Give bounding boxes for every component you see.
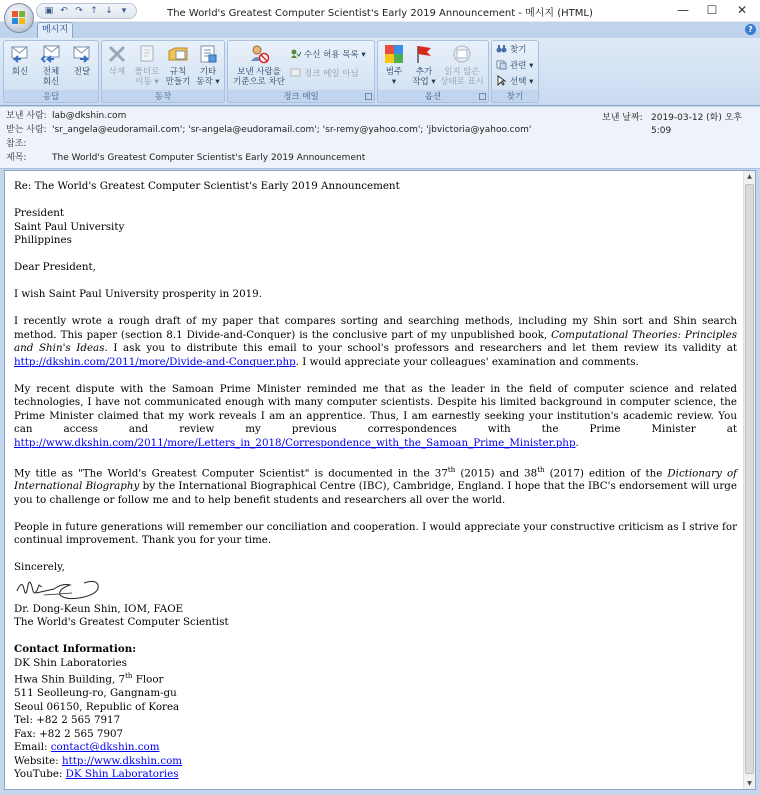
move-to-folder-icon	[136, 43, 158, 65]
office-button[interactable]	[4, 3, 34, 33]
close-button[interactable]: ✕	[736, 3, 748, 17]
safe-lists-label: 수신 허용 목록 ▾	[304, 50, 366, 60]
to-row	[6, 124, 531, 137]
address-line-2: Saint Paul University	[14, 220, 125, 233]
paragraph-3	[14, 383, 737, 451]
p4-sup-1: th	[447, 465, 456, 474]
tab-message[interactable]: 메시지	[37, 22, 73, 38]
block-sender-icon	[248, 43, 270, 65]
contact-tel: Tel: +82 2 565 7917	[14, 714, 121, 727]
related-icon	[496, 59, 507, 70]
p2-text-c: . I would appreciate your colleagues' examination and comments.	[295, 355, 639, 368]
p4-text-c: (2017) edition of the	[544, 466, 668, 479]
select-button[interactable]	[496, 75, 533, 89]
website-label: Website:	[14, 754, 62, 767]
mark-unread-label-2: 상태로 표시	[440, 77, 484, 87]
group-options	[377, 40, 489, 103]
group-actions-label: 동작	[102, 90, 224, 101]
handwritten-signature	[14, 573, 104, 605]
recipient-address	[14, 207, 737, 248]
p4-text-d: by the International Biographical Centre (IBC), Cambridge, England. I hope that the IBC's endorsement will urge you to challenge or follow me and to help benefit students and researchers all over the world.	[14, 480, 737, 506]
select-icon	[496, 75, 507, 86]
contact-building-sup: th	[125, 672, 133, 681]
other-actions-icon	[197, 43, 219, 65]
not-junk-icon	[290, 67, 301, 78]
categorize-icon	[383, 43, 405, 65]
contact-block	[14, 643, 737, 781]
paragraph-5: People in future generations will remember our conciliation and cooperation. I would appreciate your constructive criticism as I strive for continual improvement. Thank you for your time.	[14, 520, 737, 547]
signature-block	[14, 603, 737, 630]
contact-city: Seoul 06150, Republic of Korea	[14, 700, 180, 713]
group-junk-email	[227, 40, 375, 103]
other-label-1: 기타	[199, 67, 217, 77]
email-label: Email:	[14, 741, 51, 754]
undo-icon[interactable]: ↶	[60, 6, 68, 16]
follow-up-label-2: 작업 ▾	[412, 77, 436, 87]
from-value[interactable]: lab@dkshin.com	[52, 111, 127, 121]
reply-all-button[interactable]	[37, 43, 65, 87]
correspondence-link[interactable]: http://www.dkshin.com/2011/more/Letters_in_2018/Correspondence_with_the_Samoan_Prime_Minister.php	[14, 436, 576, 449]
related-label: 관련 ▾	[510, 61, 534, 71]
mark-unread-label-1: 읽지 않은	[444, 67, 480, 77]
ribbon-tab-row	[0, 22, 760, 38]
binoculars-icon	[496, 43, 507, 54]
p2-text-a: I recently wrote a rough draft of my paper that compares sorting and searching methods, including my Shin sort and Shin search method. This paper (section 8.1 Divide-and-Conquer) is the conclusive part of my unpublished book,	[14, 315, 737, 341]
group-junk-label: 정크 메일	[228, 90, 374, 101]
minimize-button[interactable]: —	[677, 3, 689, 17]
p4-text-a: My title as "The World's Greatest Computer Scientist" is documented in the 37	[14, 466, 448, 479]
vertical-scrollbar[interactable]	[743, 171, 755, 789]
paragraph-4	[14, 464, 737, 508]
reply-all-label-1: 전체	[42, 67, 60, 77]
follow-up-button[interactable]	[410, 43, 438, 87]
follow-up-label-1: 추가	[415, 67, 433, 77]
block-sender-button[interactable]	[230, 43, 288, 87]
select-label: 선택 ▾	[510, 77, 534, 87]
group-actions	[101, 40, 225, 103]
contact-building-b: Floor	[132, 673, 164, 686]
cc-row	[6, 138, 52, 151]
rules-label-2: 만들기	[165, 77, 191, 87]
not-junk-label: 정크 메일 아님	[304, 69, 359, 79]
reply-icon	[9, 43, 31, 65]
signature-title: The World's Greatest Computer Scientist	[14, 616, 229, 629]
categorize-label-2: ▾	[391, 77, 397, 87]
window-title: The World's Greatest Computer Scientist's Early 2019 Announcement - 메시지 (HTML)	[167, 8, 593, 19]
categorize-label-1: 범주	[385, 67, 403, 77]
follow-up-flag-icon	[413, 43, 435, 65]
office-logo-icon	[12, 11, 26, 25]
forward-icon	[71, 43, 93, 65]
junk-dialog-launcher[interactable]	[365, 93, 372, 100]
signature-name: Dr. Dong-Keun Shin, IOM, FAOE	[14, 602, 184, 615]
find-label: 찾기	[510, 45, 527, 55]
safe-lists-button[interactable]	[290, 48, 366, 62]
down-arrow-icon[interactable]: ↓	[105, 6, 113, 16]
customize-qat-icon[interactable]: ▾	[121, 6, 127, 16]
p3-text-b: .	[575, 436, 579, 449]
contact-org: DK Shin Laboratories	[14, 656, 127, 669]
contact-heading: Contact Information:	[14, 643, 137, 656]
delete-icon	[106, 43, 128, 65]
sent-value: 2019-03-12 (화) 오후 5:09	[651, 113, 743, 136]
group-find	[491, 40, 539, 103]
subject-row	[6, 152, 365, 165]
cc-label: 참조:	[6, 139, 27, 149]
redo-icon[interactable]: ↷	[75, 6, 83, 16]
title-bar	[0, 0, 760, 22]
reply-all-label-2: 회신	[42, 77, 60, 87]
forward-button[interactable]	[68, 43, 96, 77]
scroll-up-icon[interactable]: ▲	[747, 173, 752, 180]
not-junk-button[interactable]	[290, 67, 359, 81]
create-rule-icon	[167, 43, 189, 65]
group-respond	[3, 40, 99, 103]
sent-label: 보낸 날짜:	[602, 113, 643, 123]
delete-label: 삭제	[108, 67, 126, 77]
from-row	[6, 110, 126, 123]
group-respond-label: 응답	[4, 90, 98, 101]
scrollbar-thumb[interactable]	[745, 184, 754, 774]
mark-unread-icon	[451, 43, 473, 65]
up-arrow-icon[interactable]: ↑	[90, 6, 98, 16]
youtube-label: YouTube:	[14, 768, 66, 781]
paragraph-2	[14, 315, 737, 369]
website-link[interactable]: http://www.dkshin.com	[61, 754, 183, 767]
rules-label-1: 규칙	[169, 67, 187, 77]
help-icon[interactable]: ?	[745, 24, 756, 35]
divide-conquer-link[interactable]: http://dkshin.com/2011/more/Divide-and-Conquer.php	[14, 355, 296, 368]
reply-all-icon	[40, 43, 62, 65]
related-button[interactable]	[496, 59, 533, 73]
subject-label: 제목:	[6, 153, 27, 163]
p3-text-a: My recent dispute with the Samoan Prime Minister reminded me that as the leader in the field of computer science and related technologies, I have not communicated enough with many computer scientists. Despite his limited background in computer science, the Prime Minister claimed that my work reveals I am an apprentice. Thus, I am earnestly seeking your institution's academic review. You can access and review my previous correspondences with the Prime Minister at	[14, 382, 737, 435]
mark-unread-button[interactable]	[440, 43, 484, 87]
options-dialog-launcher[interactable]	[479, 93, 486, 100]
message-header	[0, 107, 760, 169]
create-rule-button[interactable]	[164, 43, 192, 87]
to-value[interactable]: 'sr_angela@eudoramail.com'; 'sr-angela@eudoramail.com'; 'sr-remy@yahoo.com'; 'jbvictoria@yahoo.com'	[52, 125, 532, 135]
safe-lists-icon	[290, 48, 301, 59]
other-actions-button[interactable]	[194, 43, 222, 87]
contact-fax: Fax: +82 2 565 7907	[14, 727, 124, 740]
subject-value: The World's Greatest Computer Scientist's Early 2019 Announcement	[52, 153, 366, 163]
ribbon	[0, 38, 760, 106]
reply-button[interactable]	[6, 43, 34, 77]
closing: Sincerely,	[14, 561, 65, 574]
other-label-2: 동작 ▾	[196, 77, 220, 87]
block-sender-label-2: 기준으로 차단	[233, 77, 285, 87]
reply-label: 회신	[11, 67, 29, 77]
contact-street: 511 Seolleung-ro, Gangnam-gu	[14, 687, 177, 700]
youtube-link[interactable]: DK Shin Laboratories	[65, 768, 179, 781]
address-line-3: Philippines	[14, 234, 72, 246]
p2-text-b: . I ask you to distribute this email to your school's professors and researchers and let them review its validity at	[104, 342, 737, 354]
categorize-button[interactable]	[380, 43, 408, 87]
move-label-2: 이동 ▾	[135, 77, 159, 87]
delete-button[interactable]	[104, 43, 130, 77]
p4-sup-2: th	[537, 465, 545, 474]
group-options-label: 옵션	[378, 90, 488, 101]
email-link[interactable]: contact@dkshin.com	[50, 741, 160, 754]
address-line-1: President	[14, 207, 64, 219]
paragraph-1: I wish Saint Paul University prosperity in 2019.	[14, 288, 263, 300]
greeting: Dear President,	[14, 261, 96, 273]
message-body	[14, 180, 737, 795]
dictionary-title: Dictionary of International Biography	[14, 466, 737, 493]
save-icon[interactable]: ▣	[44, 6, 54, 16]
maximize-button[interactable]: ☐	[706, 3, 718, 17]
move-to-folder-button[interactable]	[132, 43, 162, 87]
re-line: Re: The World's Greatest Computer Scientist's Early 2019 Announcement	[14, 180, 400, 192]
contact-building-a: Hwa Shin Building, 7	[14, 673, 126, 686]
p4-text-b: (2015) and 38	[455, 466, 538, 479]
move-label-1: 폴더로	[134, 67, 160, 77]
message-body-pane[interactable]	[4, 170, 756, 790]
find-button[interactable]	[496, 43, 526, 57]
book-title: Computational Theories: Principles and Shin's Ideas	[14, 328, 737, 354]
scroll-down-icon[interactable]: ▼	[747, 780, 752, 787]
to-label: 받는 사람:	[6, 125, 47, 135]
group-find-label: 찾기	[492, 90, 538, 101]
from-label: 보낸 사람:	[6, 111, 47, 121]
forward-label: 전달	[73, 67, 91, 77]
block-sender-label-1: 보낸 사람을	[237, 67, 281, 77]
